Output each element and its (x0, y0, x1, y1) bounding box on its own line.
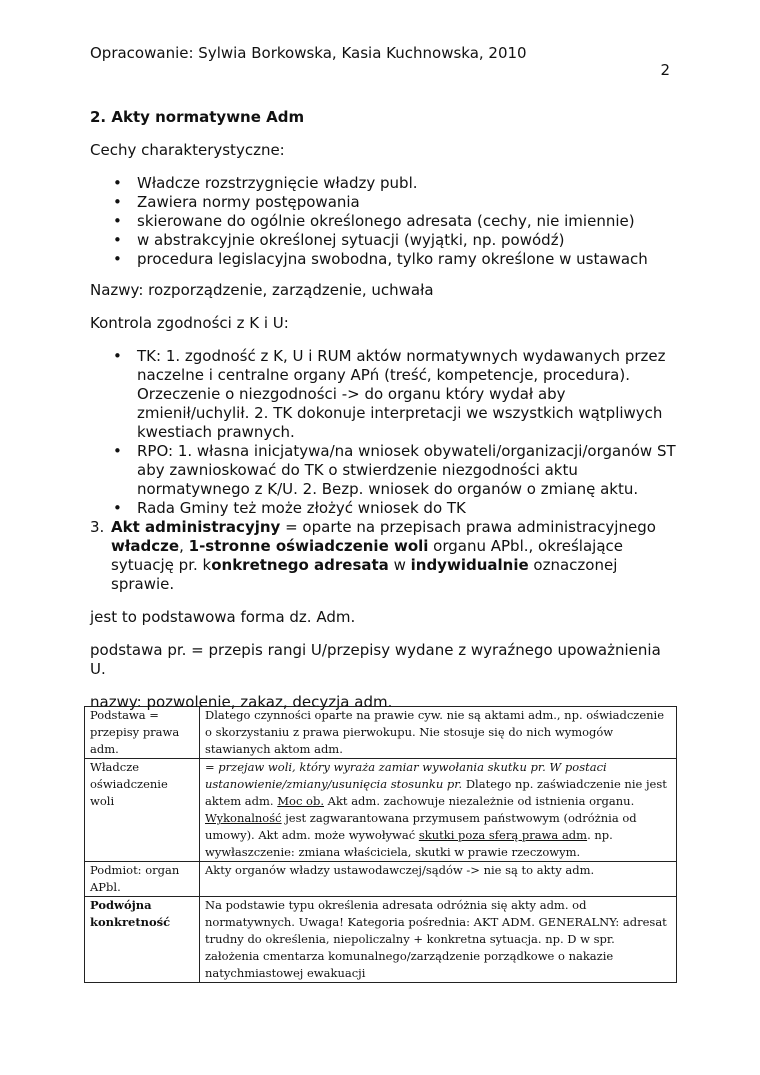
page-header: Opracowanie: Sylwia Borkowska, Kasia Kuchnowska, 2010 (90, 44, 527, 62)
cechy-list (90, 174, 680, 269)
section-3-definition (90, 518, 680, 594)
text-run: , (179, 537, 189, 555)
table-row (85, 897, 677, 983)
nazwy-adm-line: nazwy: pozwolenie, zakaz, decyzja adm. (90, 693, 393, 711)
cechy-label: Cechy charakterystyczne: (90, 141, 285, 159)
list-item: • w abstrakcyjnie określonej sytuacji (wyjątki, np. powódź) (137, 231, 680, 250)
podstawa-line: podstawa pr. = przepis rangi U/przepisy wydane z wyraźnego upoważnienia U. (90, 641, 661, 678)
list-item: • procedura legislacyjna swobodna, tylko ramy określone w ustawach (137, 250, 680, 269)
term-oswiadczenie-woli: 1-stronne oświadczenie woli (188, 537, 429, 555)
kontrola-list (90, 347, 680, 518)
forma-line: jest to podstawowa forma dz. Adm. (90, 608, 356, 626)
table-cell-text: Dlatego czynności oparte na prawie cyw. nie są aktami adm., np. oświadczenie o skorzystaniu z prawa pierwokupu. Nie stosuje się do nich wymogów stawianych aktom adm. (200, 707, 677, 759)
list-item: • Rada Gminy też może złożyć wniosek do TK (137, 499, 680, 518)
list-item: • TK: 1. zgodność z K, U i RUM aktów normatywnych wydawanych przez naczelne i centralne organy APń (treść, kompetencje, procedura). Orzeczenie o niezgodności -> do organu który wydał aby zmienił/uchylił. 2. TK dokonuje interpretacji we wszystkich wątpliwych kwestiach prawnych. (137, 347, 680, 442)
text-run: jest zagwarantowana przymusem państwowym (odróżnia od umowy). Akt adm. może wywoływać (205, 811, 637, 842)
nazwy-line: Nazwy: rozporządzenie, zarządzenie, uchwała (90, 281, 434, 299)
text-run: organu APbl., określające sytuację pr. k (111, 537, 623, 574)
text-run: Moc ob. (277, 794, 324, 808)
list-item: • RPO: 1. własna inicjatywa/na wniosek obywateli/organizacji/organów ST aby zawnioskować do TK o stwierdzenie niezgodności aktu normatywnego z K/U. 2. Bezp. wniosek do organów o zmianę aktu. (137, 442, 680, 499)
section-2-title: 2. Akty normatywne Adm (90, 108, 305, 126)
kontrola-label: Kontrola zgodności z K i U: (90, 314, 289, 332)
term-wladcze: władcze (111, 537, 180, 555)
list-item: • Zawiera normy postępowania (137, 193, 680, 212)
table-cell-label: Podmiot: organ APbl. (85, 862, 200, 897)
table-cell-label: Podstawa = przepisy prawa adm. (85, 707, 200, 759)
table-row (85, 862, 677, 897)
table-cell-text: Na podstawie typu określenia adresata odróżnia się akty adm. od normatywnych. Uwaga! Kategoria pośrednia: AKT ADM. GENERALNY: adresat trudny do określenia, niepoliczalny + konkretna sytuacja. np. D w spr. założenia cmentarza komunalnego/zarządzenie porządkowe o nakazie natychmiastowej ewakuacji (200, 897, 677, 983)
term-konkretnego-adresata: onkretnego adresata (211, 556, 389, 574)
list-item: • skierowane do ogólnie określonego adresata (cechy, nie imiennie) (137, 212, 680, 231)
text-run: oznaczonej sprawie. (111, 556, 618, 593)
text-run: = oparte na przepisach prawa administracyjnego (280, 518, 656, 536)
table-cell-label (85, 897, 200, 983)
term-akt-administracyjny: Akt administracyjny (111, 518, 281, 536)
list-item: • Władcze rozstrzygnięcie władzy publ. (137, 174, 680, 193)
text-run: Wykonalność (205, 811, 282, 825)
text-run: Dlatego np. zaświadczenie nie jest aktem adm. (205, 777, 667, 808)
text-run: skutki poza sferą prawa adm (418, 828, 588, 842)
text-run: . np. wywłaszczenie: zmiana właściciela, skutki w prawie rzeczowym. (205, 828, 613, 859)
table-cell-text (200, 759, 677, 862)
section-3-number: 3. (90, 518, 105, 536)
text-run: Akt adm. zachowuje niezależnie od istnienia organu. (324, 794, 635, 808)
table-cell-label: Władcze oświadczenie woli (85, 759, 200, 862)
table-cell-text: Akty organów władzy ustawodawczej/sądów -> nie są to akty adm. (200, 862, 677, 897)
table-row (85, 759, 677, 862)
text-run: = przejaw woli, który wyraża zamiar wywołania skutku pr. W postaci ustanowienie/zmiany/usunięcia stosunku pr. (205, 760, 607, 791)
text-run: w (388, 556, 411, 574)
content (90, 108, 680, 726)
page-number: 2 (660, 61, 670, 79)
table-row (85, 707, 677, 759)
akt-adm-table (84, 706, 677, 983)
text-run: Podwójna konkretność (90, 898, 171, 929)
term-indywidualnie: indywidualnie (410, 556, 529, 574)
